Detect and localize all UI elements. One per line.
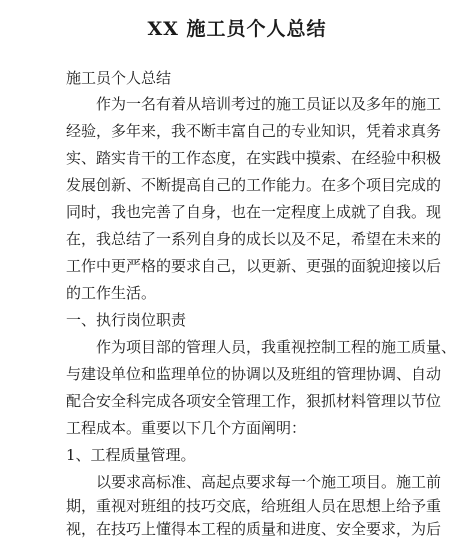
intro-line: 实、踏实肯干的工作态度，在实践中摸索、在经验中积极 bbox=[66, 149, 442, 167]
subsection-line: 期，重视对班组的技巧交底，给班组人员在思想上给予重 bbox=[66, 497, 442, 515]
intro-line: 经验，多年来，我不断丰富自己的专业知识，凭着求真务 bbox=[66, 122, 442, 140]
intro-line: 的工作生活。 bbox=[66, 284, 157, 302]
document-subheading: 施工员个人总结 bbox=[66, 69, 172, 87]
document-title: XX 施工员个人总结 bbox=[147, 18, 327, 40]
intro-line: 工作中更严格的要求自己，以更新、更强的面貌迎接以后 bbox=[66, 257, 442, 275]
section-line: 作为项目部的管理人员，我重视控制工程的施工质量、 bbox=[96, 338, 457, 356]
intro-line: 发展创新、不断提高自己的工作能力。在多个项目完成的 bbox=[66, 176, 442, 194]
section-line: 与建设单位和监理单位的协调以及班组的管理协调、自动 bbox=[66, 365, 442, 383]
section-heading: 一、执行岗位职责 bbox=[66, 311, 187, 329]
intro-line: 在，我总结了一系列自身的成长以及不足，希望在未来的 bbox=[66, 230, 442, 248]
subsection-heading: 1、工程质量管理。 bbox=[66, 446, 196, 464]
intro-line: 同时，我也完善了自身，也在一定程度上成就了自我。现 bbox=[66, 203, 442, 221]
section-line: 工程成本。重要以下几个方面阐明： bbox=[66, 419, 307, 437]
section-line: 配合安全科完成各项安全管理工作，狠抓材料管理以节位 bbox=[66, 392, 442, 410]
subsection-line: 以要求高标准、高起点要求每一个施工项目。施工前 bbox=[96, 473, 442, 491]
subsection-line: 视，在技巧上懂得本工程的质量和进度、安全要求，为后 bbox=[66, 520, 442, 538]
intro-line: 作为一名有着从培训考过的施工员证以及多年的施工 bbox=[96, 95, 442, 113]
